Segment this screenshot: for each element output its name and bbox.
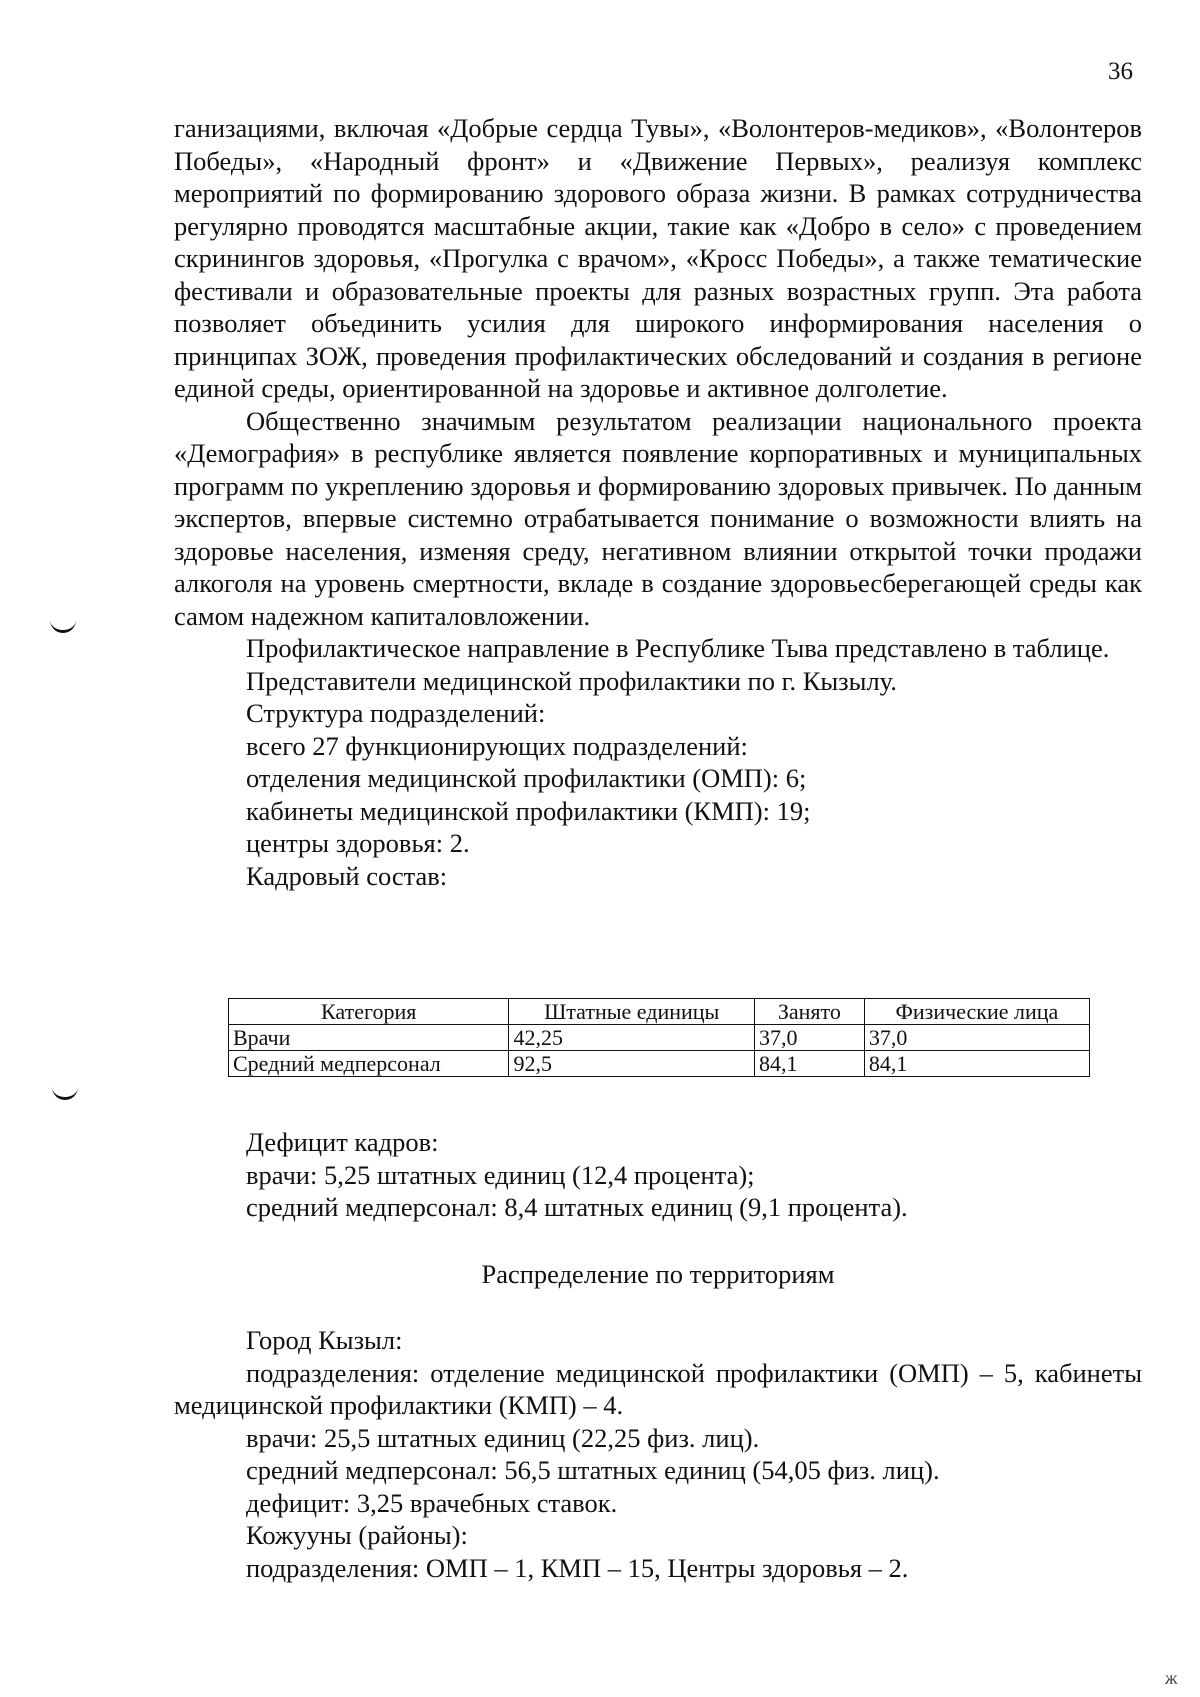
table-cell: 42,25	[509, 1025, 755, 1051]
structure-line: кабинеты медицинской профилактики (КМП): 19;	[246, 795, 811, 826]
paragraph: ганизациями, включая «Добрые сердца Тувы», «Волонтеров-медиков», «Волонтеров Победы», «Народный фронт» и «Движение Первых», реализуя комплекс мероприятий по формированию здорового образа жизни. В рамках сотрудничества регулярно проводятся масштабные акции, такие как «Добро в село» с проведением скринингов здоровья, «Прогулка с врачом», «Кросс Победы», а также тематические фестивали и образовательные проекты для разных возрастных групп. Эта работа позволяет объединить усилия для широкого информирования населения о принципах ЗОЖ, проведения профилактических обследований и создания в регионе единой среды, ориентированной на здоровье и активное долголетие.	[174, 113, 1142, 403]
corner-mark: ж	[1165, 1668, 1178, 1688]
territory-line: Город Кызыл:	[246, 1325, 403, 1355]
territory-line: подразделения: отделение медицинской профилактики (ОМП) – 5, кабинеты медицинской профилактики (КМП) – 4.	[174, 1357, 1142, 1420]
scan-mark	[50, 618, 76, 633]
territory-line: дефицит: 3,25 врачебных ставок.	[246, 1487, 618, 1518]
table-header-cell: Физические лица	[864, 999, 1089, 1025]
table-cell: 37,0	[864, 1025, 1089, 1051]
table-cell: Врачи	[229, 1025, 509, 1051]
structure-line: отделения медицинской профилактики (ОМП): 6;	[246, 763, 807, 793]
paragraph: Профилактическое направление в Республике Тыва представлено в таблице.	[246, 633, 1110, 663]
table-cell: 84,1	[864, 1051, 1089, 1077]
territory-line: врачи: 25,5 штатных единиц (22,25 физ. лиц).	[246, 1422, 760, 1453]
table-cell: 84,1	[754, 1051, 864, 1077]
deficit-line: Дефицит кадров:	[246, 1127, 439, 1157]
table-header-cell: Штатные единицы	[509, 999, 755, 1025]
structure-line: Кадровый состав:	[246, 860, 448, 891]
paragraph: Общественно значимым результатом реализации национального проекта «Демография» в республике является появление корпоративных и муниципальных программ по укреплению здоровья и формированию здоровых привычек. По данным экспертов, впервые системно отрабатывается понимание о возможности влиять на здоровье населения, изменяя среду, негативном влиянии открытой точки продажи алкоголя на уровень смертности, вкладе в создание здоровьесберегающей среды как самом надежном капиталовложении.	[174, 405, 1142, 631]
territory-line: подразделения: ОМП – 1, КМП – 15, Центры здоровья – 2.	[246, 1552, 909, 1583]
structure-line: всего 27 функционирующих подразделений:	[246, 730, 748, 761]
table-header-row	[229, 999, 1090, 1025]
territory-line: Кожууны (районы):	[246, 1520, 468, 1550]
territory-block	[174, 1324, 1142, 1584]
structure-line: Структура подразделений:	[246, 698, 546, 728]
table-cell: Средний медперсонал	[229, 1051, 509, 1077]
page-number: 36	[1108, 58, 1133, 85]
table-cell: 37,0	[754, 1025, 864, 1051]
territory-line: средний медперсонал: 56,5 штатных единиц (54,05 физ. лиц).	[246, 1455, 940, 1485]
table-header-cell: Занято	[754, 999, 864, 1025]
structure-line: центры здоровья: 2.	[246, 828, 470, 858]
body-text	[174, 112, 1142, 892]
table-cell: 92,5	[509, 1051, 755, 1077]
deficit-line: врачи: 5,25 штатных единиц (12,4 процента);	[246, 1159, 755, 1190]
staff-table	[228, 998, 1090, 1077]
section-heading: Распределение по территориям	[481, 1259, 835, 1289]
structure-line: Представители медицинской профилактики по г. Кызылу.	[246, 665, 897, 696]
table-row	[229, 1025, 1090, 1051]
deficit-line: средний медперсонал: 8,4 штатных единиц (9,1 процента).	[246, 1192, 908, 1222]
deficit-block	[174, 1126, 1142, 1224]
scan-mark	[52, 1085, 78, 1100]
table-row	[229, 1051, 1090, 1077]
table-header-cell: Категория	[229, 999, 509, 1025]
